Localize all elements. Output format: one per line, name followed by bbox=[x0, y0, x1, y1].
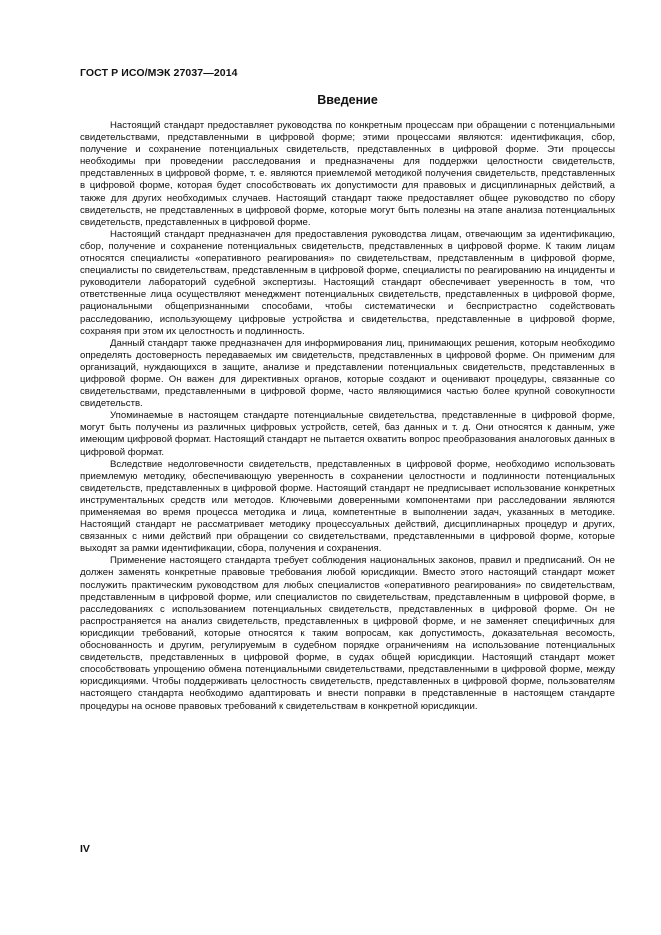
page-number: IV bbox=[80, 843, 90, 855]
section-title: Введение bbox=[317, 93, 378, 107]
paragraph: Данный стандарт также предназначен для информирования лиц, принимающих решения, которым необходимо определять достоверность передаваемых им свидетельств, представленных в цифровой форме. Он применим для организаций, нуждающихся в защите, анализе и представлении потенциальных свидетельств, представленных в цифровой форме. Он важен для директивных органов, которые создают и оценивают процедуры, связанные со свидетельствами, представленными в цифровой форме, часто являющимися частью более крупной совокупности свидетельств. bbox=[80, 337, 615, 410]
paragraph: Настоящий стандарт предназначен для предоставления руководства лицам, отвечающим за идентификацию, сбор, получение и сохранение потенциальных свидетельств, представленных в цифровой форме. К таким лицам относятся специалисты «оперативного реагирования» по свидетельствам, представленным в цифровой форме, специалисты по свидетельствам, представленным в цифровой форме, специалисты по реагированию на инциденты и руководители лабораторий судебной экспертизы. Настоящий стандарт обеспечивает уверенность в том, что ответственные лица осуществляют менеджмент потенциальных свидетельств, представленных в цифровой форме, рациональными общепризнанными способами, чтобы систематически и беспристрастно содействовать расследованию, использующему цифровые устройства и свидетельства, представленные в цифровой форме, сохраняя при этом их целостность и подлинность. bbox=[80, 228, 615, 337]
paragraph: Упоминаемые в настоящем стандарте потенциальные свидетельства, представленные в цифровой форме, могут быть получены из различных цифровых устройств, сетей, баз данных и т. д. Они относятся к данным, уже имеющим цифровой формат. Настоящий стандарт не пытается охватить вопрос преобразования аналоговых данных в цифровой формат. bbox=[80, 410, 615, 458]
standard-code-header: ГОСТ Р ИСО/МЭК 27037—2014 bbox=[80, 67, 238, 79]
paragraph: Настоящий стандарт предоставляет руководства по конкретным процессам при обращении с потенциальными свидетельствами, представленными в цифровой форме; этими процессами являются: идентификация, сбор, получение и сохранение потенциальных свидетельств, представленных в цифровой форме. Эти процессы необходимы при проведении расследования и предназначены для поддержки целостности свидетельств, представленных в цифровой форме, т. е. являются приемлемой методикой получения свидетельств, представленных в цифровой форме, которая будет способствовать их допустимости для правовых и дисциплинарных действий, а также для других необходимых случаев. Настоящий стандарт также предоставляет общее руководство по сбору свидетельств, не представленных в цифровой форме, которые могут быть полезны на этапе анализа потенциальных свидетельств, представленных в цифровой форме. bbox=[80, 120, 615, 228]
document-body bbox=[80, 120, 615, 713]
paragraph: Применение настоящего стандарта требует соблюдения национальных законов, правил и предписаний. Он не должен заменять конкретные правовые требования любой юрисдикции. Вместо этого настоящий стандарт может послужить практическим руководством для любых специалистов «оперативного реагирования» по свидетельствам, представленным в цифровой форме, или специалистов по свидетельствам, представленным в цифровой форме, в расследованиях с использованием потенциальных свидетельств, представленных в цифровой форме. Он не распространяется на анализ свидетельств, представленных в цифровой форме, и не заменяет специфичных для юрисдикции требований, которые относятся к таким вопросам, как допустимость, доказательная весомость, обоснованность и другим, регулируемым в судебном порядке ограничениям на использование потенциальных свидетельств, представленных в цифровой форме, в судах общей юрисдикции. Настоящий стандарт может способствовать упрощению обмена потенциальными свидетельствами, представленными в цифровой форме, между юрисдикциями. Чтобы поддерживать целостность свидетельств, представленных в цифровой форме, пользователям настоящего стандарта необходимо адаптировать и внести поправки в представленные в настоящем стандарте процедуры на основе правовых требований к свидетельствам в конкретной юрисдикции. bbox=[80, 555, 615, 712]
paragraph: Вследствие недолговечности свидетельств, представленных в цифровой форме, необходимо использовать приемлемую методику, обеспечивающую уверенность в сохранении целостности и подлинности потенциальных свидетельств, представленных в цифровой форме. Настоящий стандарт не предписывает использование конкретных инструментальных средств или методов. Ключевыми доверенными компонентами при расследовании являются применяемая во время процесса методика и лица, компетентные в выполнении задач, указанных в методике. Настоящий стандарт не рассматривает методику процессуальных действий, дисциплинарных процедур и других, связанных с ними действий при обращении со свидетельствами, представленными в цифровой форме, которые выходят за рамки идентификации, сбора, получения и сохранения. bbox=[80, 458, 615, 555]
